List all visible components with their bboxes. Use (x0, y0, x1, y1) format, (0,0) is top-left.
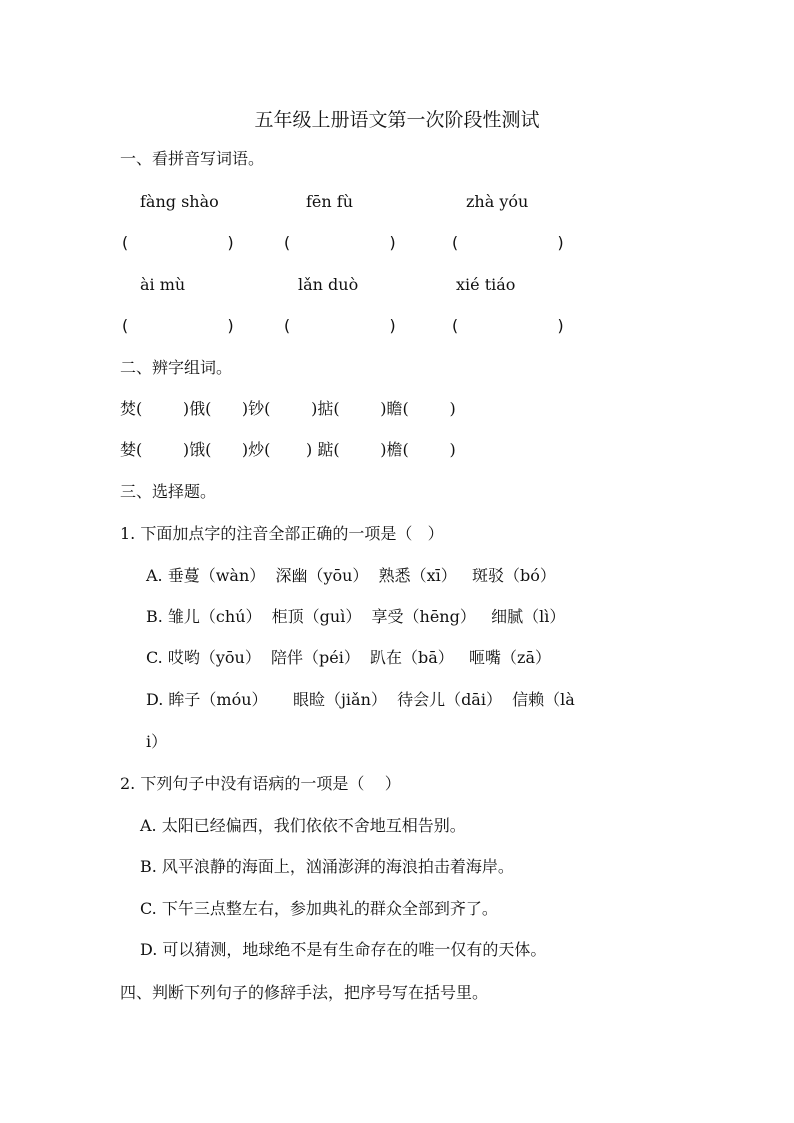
section4-heading: 四、判断下列句子的修辞手法，把序号写在括号里。 (120, 983, 489, 1002)
section2-heading: 二、辨字组词。 (120, 358, 233, 377)
word-group-line-1: 焚( )俄( )钞( )掂( )瞻( ) (120, 399, 456, 418)
answer-blank[interactable]: ( ) (450, 316, 566, 335)
question-1-option-d: D. 眸子（móu） 眼睑（jiǎn） 待会儿（dāi） 信赖（là (146, 690, 575, 709)
answer-blank[interactable]: ( ) (120, 316, 236, 335)
question-1-option-d-wrap: i） (146, 732, 168, 751)
question-2-option-b: B. 风平浪静的海面上，汹涌澎湃的海浪拍击着海岸。 (140, 857, 514, 876)
question-1-stem: 1. 下面加点字的注音全部正确的一项是（ ） (120, 524, 444, 543)
answer-blank[interactable]: ( ) (120, 233, 236, 252)
question-2-stem: 2. 下列句子中没有语病的一项是（ ） (120, 774, 401, 793)
pinyin-5: lǎn duò (298, 275, 359, 294)
question-2-option-d: D. 可以猜测，地球绝不是有生命存在的唯一仅有的天体。 (140, 940, 547, 959)
question-1-option-a: A. 垂蔓（wàn） 深幽（yōu） 熟悉（xī） 斑驳（bó） (146, 566, 556, 585)
pinyin-6: xié tiáo (456, 275, 516, 294)
pinyin-4: ài mù (140, 275, 186, 294)
question-1-option-c: C. 哎哟（yōu） 陪伴（péi） 趴在（bā） 咂嘴（zā） (146, 648, 552, 667)
answer-blank[interactable]: ( ) (282, 316, 398, 335)
word-group-line-2: 婪( )饿( )炒( ) 踮( )檐( ) (120, 440, 456, 459)
pinyin-1: fàng shào (140, 192, 219, 211)
pinyin-3: zhà yóu (466, 192, 529, 211)
answer-blank[interactable]: ( ) (282, 233, 398, 252)
pinyin-2: fēn fù (306, 192, 354, 211)
question-2-option-c: C. 下午三点整左右，参加典礼的群众全部到齐了。 (140, 899, 498, 918)
question-2-option-a: A. 太阳已经偏西，我们依依不舍地互相告别。 (140, 816, 466, 835)
section1-heading: 一、看拼音写词语。 (120, 149, 265, 168)
question-1-option-b: B. 雏儿（chú） 柜顶（guì） 享受（hēng） 细腻（lì） (146, 607, 566, 626)
page-title: 五年级上册语文第一次阶段性测试 (254, 109, 540, 131)
section3-heading: 三、选择题。 (120, 482, 217, 501)
answer-blank[interactable]: ( ) (450, 233, 566, 252)
